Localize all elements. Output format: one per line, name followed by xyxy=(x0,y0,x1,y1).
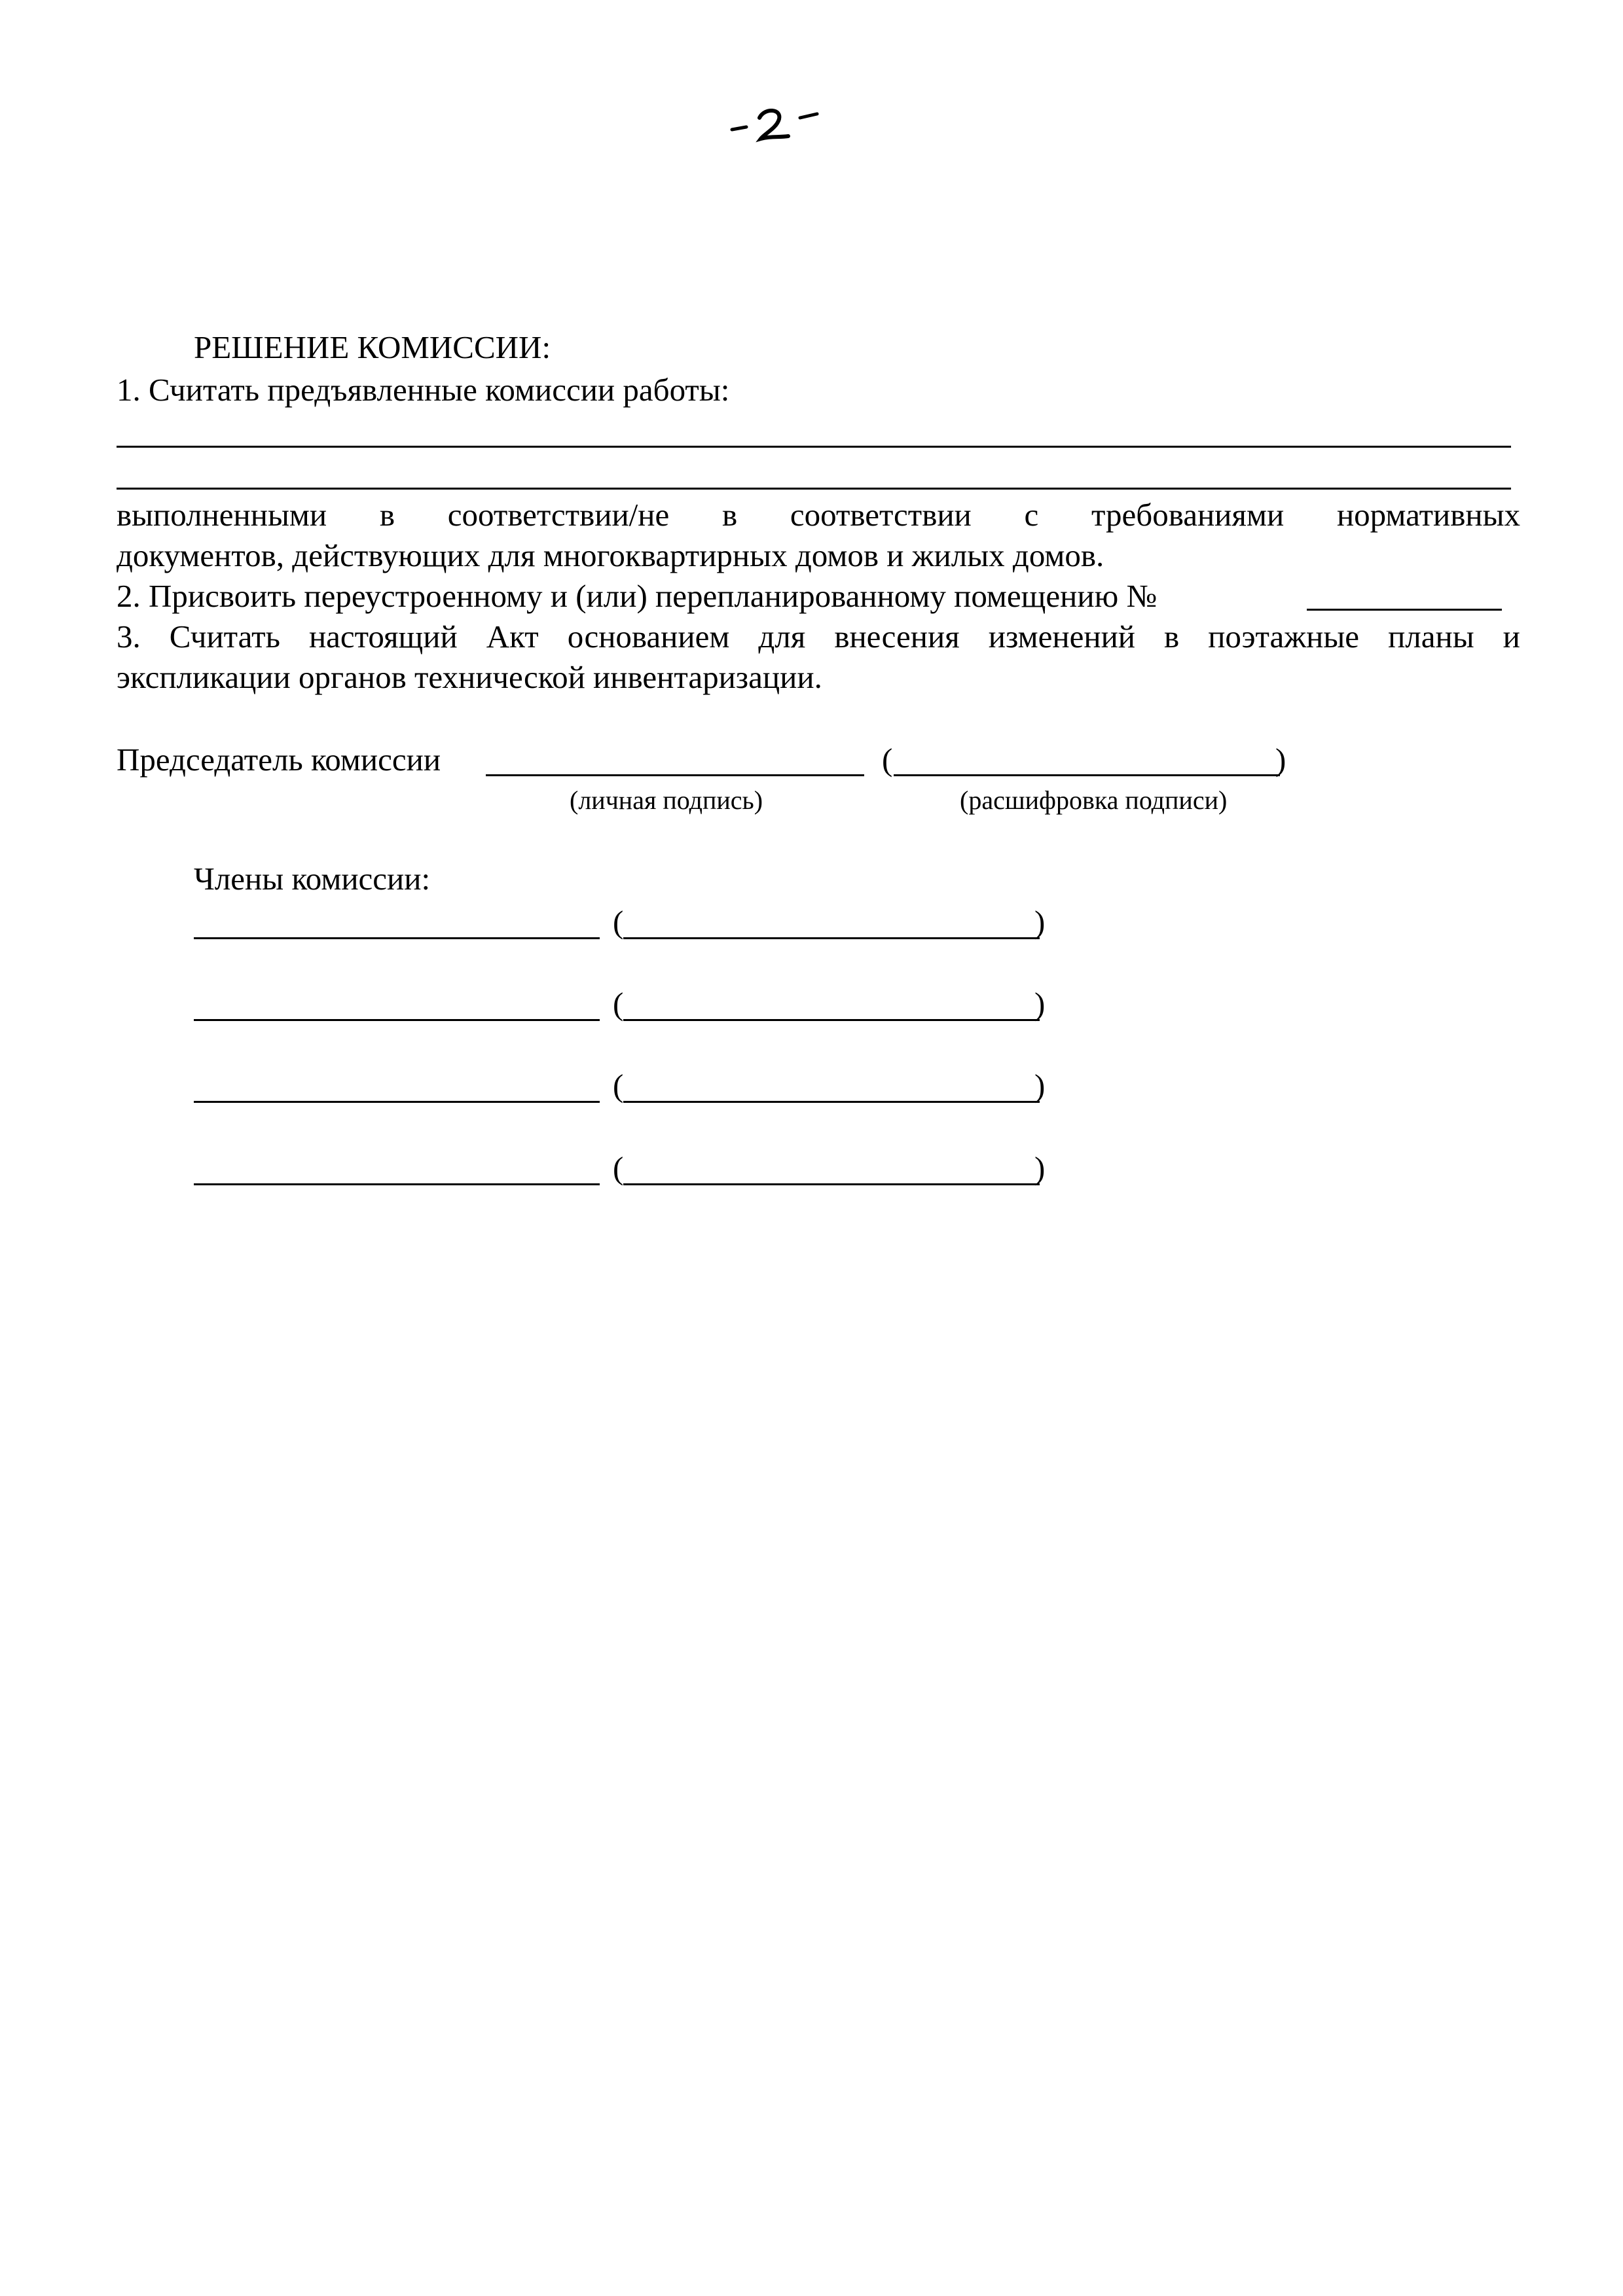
word: нормативных xyxy=(1336,497,1520,533)
chairman-label: Председатель комиссии xyxy=(117,742,441,778)
word: с xyxy=(1024,497,1039,533)
item1-label: 1. Считать предъявленные комиссии работы: xyxy=(117,372,730,408)
word: планы xyxy=(1388,619,1474,655)
member-name-line[interactable] xyxy=(623,937,1040,939)
word: основанием xyxy=(567,619,730,655)
paren-close: ) xyxy=(1034,904,1046,940)
member-name-line[interactable] xyxy=(623,1183,1040,1185)
word: требованиями xyxy=(1091,497,1285,533)
member-name-line[interactable] xyxy=(623,1019,1040,1021)
member-signature-line[interactable] xyxy=(194,1183,600,1185)
word: 3. xyxy=(117,619,141,655)
fill-line-works-2[interactable] xyxy=(117,488,1511,490)
paren-close: ) xyxy=(1034,1067,1046,1103)
word: в xyxy=(1164,619,1180,655)
word: изменений xyxy=(988,619,1136,655)
caption-personal-signature: (личная подпись) xyxy=(570,785,763,815)
member-signature-line[interactable] xyxy=(194,1101,600,1103)
chairman-name-line[interactable] xyxy=(894,774,1280,776)
member-signature-line[interactable] xyxy=(194,937,600,939)
paren-close: ) xyxy=(1275,742,1286,778)
item3-line1 xyxy=(117,617,1520,657)
word: Считать xyxy=(169,619,280,655)
item1-compliance-line xyxy=(117,495,1520,535)
member-name-line[interactable] xyxy=(623,1101,1040,1103)
members-label: Члены комиссии: xyxy=(194,861,431,897)
word: и xyxy=(1503,619,1520,655)
chairman-signature-line[interactable] xyxy=(486,774,864,776)
item3-line2: экспликации органов технической инвентаризации. xyxy=(117,659,822,695)
item2-text: 2. Присвоить переустроенному и (или) перепланированному помещению № xyxy=(117,578,1158,614)
decision-heading: РЕШЕНИЕ КОМИССИИ: xyxy=(194,329,551,365)
premises-number-field[interactable] xyxy=(1307,609,1502,611)
paren-open: ( xyxy=(882,742,893,778)
word: настоящий xyxy=(308,619,458,655)
word: поэтажные xyxy=(1208,619,1360,655)
caption-signature-decoding: (расшифровка подписи) xyxy=(960,785,1228,815)
fill-line-works-1[interactable] xyxy=(117,446,1511,448)
word: внесения xyxy=(834,619,960,655)
paren-open: ( xyxy=(613,986,624,1022)
word: в xyxy=(379,497,395,533)
paren-open: ( xyxy=(613,904,624,940)
word: соответствии xyxy=(790,497,972,533)
word: Акт xyxy=(486,619,539,655)
member-signature-line[interactable] xyxy=(194,1019,600,1021)
word: соответствии/не xyxy=(447,497,670,533)
page-number xyxy=(727,98,831,151)
handwritten-page-number-mark xyxy=(727,98,831,151)
paren-open: ( xyxy=(613,1067,624,1103)
paren-open: ( xyxy=(613,1150,624,1186)
paren-close: ) xyxy=(1034,1150,1046,1186)
word: выполненными xyxy=(117,497,327,533)
item1-documents-line: документов, действующих для многоквартирных домов и жилых домов. xyxy=(117,537,1104,573)
paren-close: ) xyxy=(1034,986,1046,1022)
word: для xyxy=(758,619,806,655)
word: в xyxy=(722,497,738,533)
